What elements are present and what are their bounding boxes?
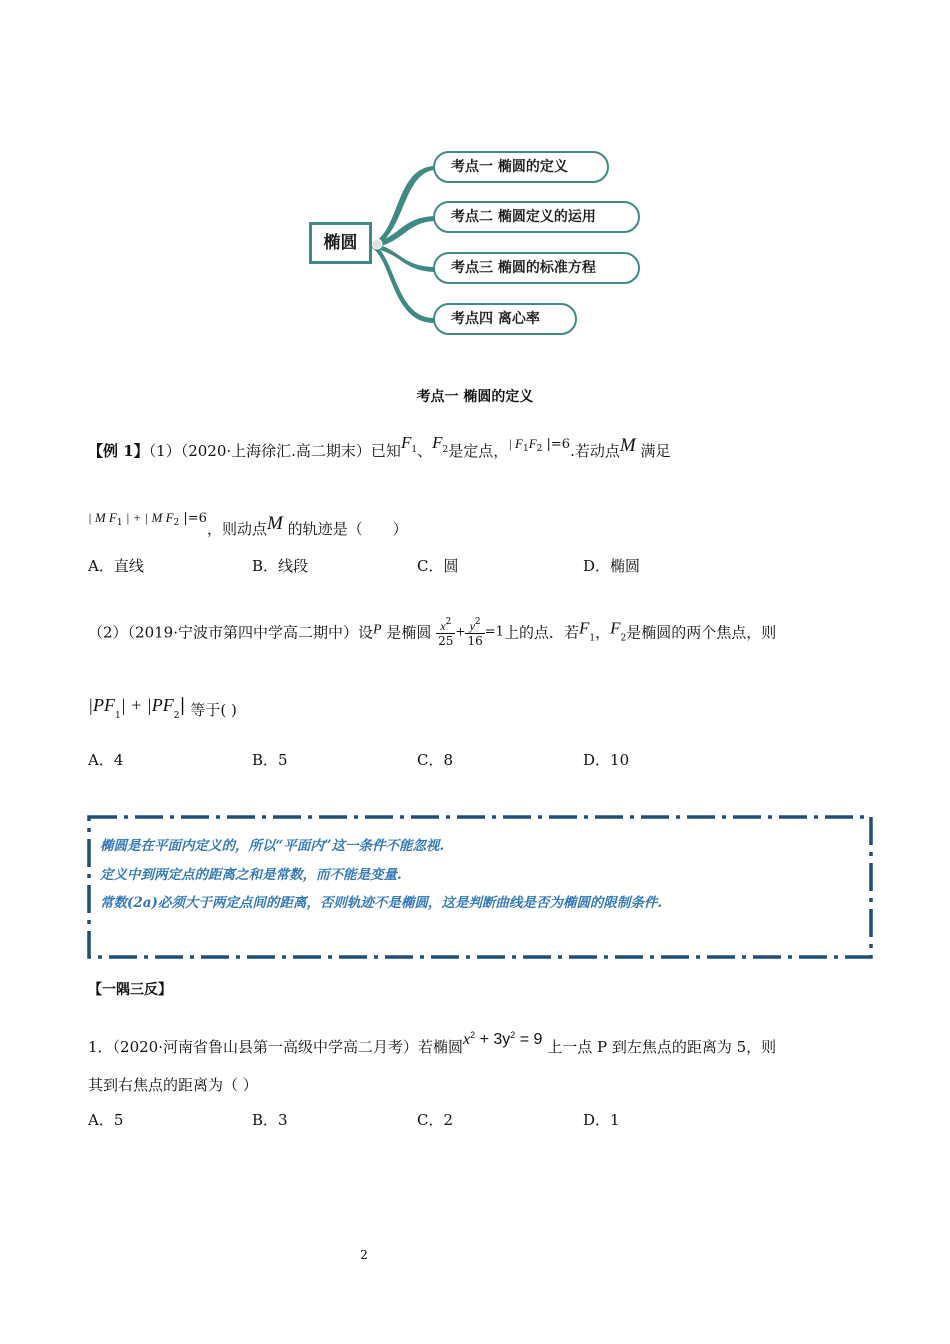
frac2-den: 16	[467, 634, 483, 648]
q1-option-c: C．2	[417, 1111, 454, 1129]
q1-suffix: 上一点 P 到左焦点的距离为 5，则	[547, 1038, 777, 1056]
p2-comma: ，	[595, 623, 611, 642]
eq-part-b: | + | M F	[122, 510, 174, 525]
mindmap-root: 椭圆	[309, 222, 372, 264]
example-label: 【例 1】	[88, 442, 149, 460]
page-number: 2	[360, 1248, 368, 1262]
p2-mid2: 上的点．若	[503, 623, 579, 642]
eq-sub2: 2	[173, 518, 180, 528]
separator: 、	[417, 442, 433, 460]
q1-option-a: A．5	[88, 1111, 124, 1129]
p2-mid: 是椭圆	[386, 623, 432, 642]
q1-eq-sup1: 2	[470, 1030, 476, 1040]
practice-q1-line2: 其到右焦点的距离为（ ）	[88, 1076, 258, 1094]
example1-prefix: （1）（2020·上海徐汇.高二期末）已知	[148, 442, 401, 460]
p2-f1-sub: 1	[589, 633, 596, 644]
example1-line1	[88, 433, 671, 461]
cond-part-c: |=6	[542, 437, 571, 452]
eq-sub1: 1	[116, 518, 123, 528]
option-d-2: D．10	[583, 751, 630, 769]
example1-line2	[88, 508, 408, 539]
q1-eq-sup2: 2	[510, 1030, 516, 1040]
tail-b: 的轨迹是（ ）	[287, 520, 408, 538]
f2-sub: 2	[442, 445, 449, 455]
example1-mid: 是定点，	[448, 442, 509, 460]
p2-f2-sub: 2	[620, 633, 627, 644]
q1-option-b: B．3	[252, 1111, 288, 1129]
example1-mid2: .若动点	[570, 442, 620, 460]
tip-line-3: 常数(2a)必须大于两定点间的距离，否则轨迹不是椭圆，这是判断曲线是否为椭圆的限制条件.	[100, 895, 663, 911]
tip-line-2: 定义中到两定点的距离之和是常数，而不能是变量.	[100, 867, 402, 883]
expr-c: |	[179, 695, 186, 716]
expr-sub2: 2	[173, 711, 180, 721]
frac1-num: x	[440, 619, 446, 633]
option-c-2: C．8	[417, 751, 454, 769]
p2-prefix: （2）（2019·宁波市第四中学高二期中）设	[88, 623, 373, 642]
frac2-sq: 2	[474, 617, 481, 627]
p2-f1: F	[578, 618, 590, 638]
p-symbol: P	[373, 622, 382, 638]
cond-part-a: | F	[508, 436, 523, 451]
p2-f2: F	[610, 618, 621, 638]
ellipse-equation	[436, 615, 504, 648]
mindmap-node-4: 考点四 离心率	[433, 303, 577, 335]
mindmap-node-2: 考点二 椭圆定义的运用	[433, 201, 640, 233]
tail-a: ，则动点	[206, 520, 267, 538]
option-a-2: A．4	[88, 751, 124, 769]
cond-sub2: 2	[536, 444, 543, 454]
expr-b: | + |PF	[120, 695, 174, 715]
mindmap-connectors	[0, 0, 950, 400]
expr-sub1: 1	[114, 711, 121, 721]
option-c-1: C．圆	[417, 557, 459, 575]
mindmap-node-1: 考点一 椭圆的定义	[433, 151, 609, 183]
p2-tail: 等于( )	[190, 701, 237, 719]
q1-option-d: D．1	[583, 1111, 620, 1129]
frac2-num: y	[469, 619, 475, 633]
frac1-sq: 2	[445, 617, 452, 627]
cond-part-b: F	[528, 436, 537, 451]
q1-eq-b: + 3y	[475, 1031, 511, 1048]
option-b-1: B．线段	[252, 557, 309, 575]
option-b-2: B．5	[252, 751, 288, 769]
frac1-den: 25	[438, 634, 454, 648]
example1-part2-line2	[88, 695, 237, 726]
q1-prefix: 1．（2020·河南省鲁山县第一高级中学高二月考）若椭圆	[88, 1038, 463, 1056]
tip-line-1: 椭圆是在平面内定义的，所以“平面内”这一条件不能忽视.	[100, 838, 445, 854]
section-title: 考点一 椭圆的定义	[416, 389, 534, 405]
frac-eq: =1	[484, 624, 504, 640]
q1-eq-c: = 9	[515, 1031, 543, 1048]
p2-end: 是椭圆的两个焦点，则	[626, 623, 777, 642]
expr-a: |PF	[88, 695, 115, 715]
practice-q1-line1	[88, 1025, 776, 1057]
f2-symbol: F	[432, 433, 443, 452]
tail-m: M	[266, 513, 283, 534]
m-symbol: M	[619, 435, 636, 456]
option-a-1: A．直线	[88, 557, 144, 575]
f1-symbol: F	[400, 433, 412, 452]
mindmap-node-3: 考点三 椭圆的标准方程	[433, 252, 640, 284]
eq-part-c: |=6	[179, 511, 207, 526]
frac-plus: +	[455, 624, 466, 639]
q1-eq-a: x	[463, 1031, 471, 1048]
option-d-1: D．椭圆	[583, 557, 641, 575]
cond-sub1: 1	[522, 444, 529, 454]
example1-part2-line1	[88, 615, 776, 649]
example1-end: 满足	[640, 442, 671, 460]
eq-part-a: | M F	[88, 510, 117, 525]
f1-sub: 1	[411, 445, 418, 455]
practice-title: 【一隅三反】	[88, 982, 172, 998]
